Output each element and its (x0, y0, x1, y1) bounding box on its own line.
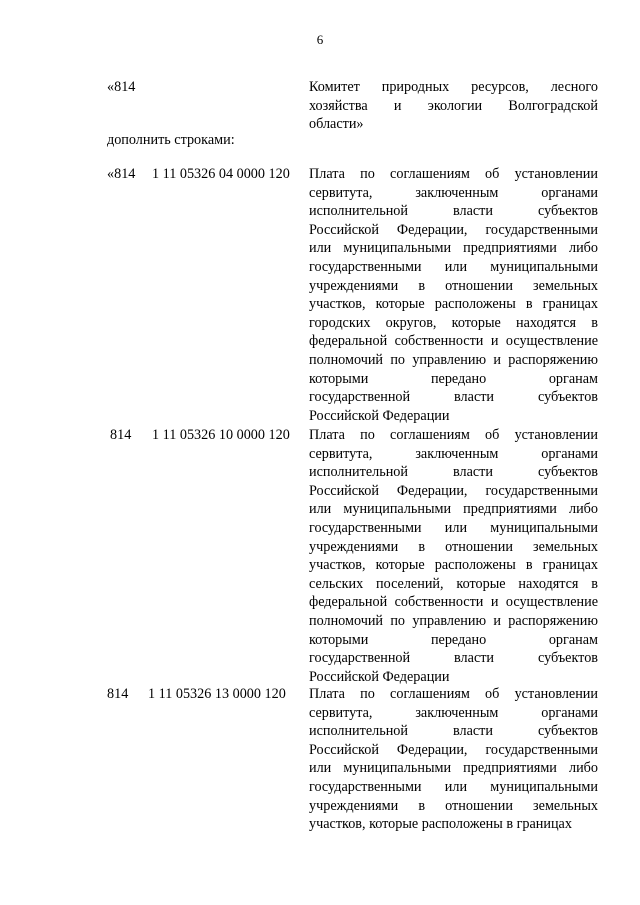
desc-line: сервитута, заключенным органами (309, 445, 598, 462)
supplement-text: дополнить строками: (107, 132, 235, 148)
desc-line: которыми передано органам (309, 631, 598, 648)
desc-line: Плата по соглашениям об установлении (309, 427, 598, 443)
row-1-admin-code: «814 (107, 166, 136, 182)
desc-line: учреждениями в отношении земельных (309, 277, 598, 294)
desc-line: участков, которые расположены в границах (309, 296, 598, 313)
desc-line: учреждениями в отношении земельных (309, 538, 598, 555)
header-admin-name (309, 78, 598, 134)
desc-line: государственной власти субъектов (309, 650, 598, 667)
desc-line: государственной власти субъектов (309, 389, 598, 406)
desc-line: федеральной собственности и осуществление (309, 333, 598, 350)
desc-line: или муниципальными предприятиями либо (309, 760, 598, 777)
desc-line: Российской Федерации, государственными (309, 221, 598, 238)
desc-line: полномочий по управлению и распоряжению (309, 612, 598, 629)
desc-line: исполнительной власти субъектов (309, 464, 598, 481)
desc-line: сельских поселений, которые находятся в (309, 575, 598, 592)
desc-line: или муниципальными предприятиями либо (309, 501, 598, 518)
desc-line: сервитута, заключенным органами (309, 704, 598, 721)
header-admin-code: «814 (107, 79, 136, 95)
desc-line: или муниципальными предприятиями либо (309, 240, 598, 257)
desc-line: области» (309, 116, 364, 133)
desc-line: исполнительной власти субъектов (309, 723, 598, 740)
desc-line: государственными или муниципальными (309, 519, 598, 536)
desc-line: городских округов, которые находятся в (309, 314, 598, 331)
desc-line: Комитет природных ресурсов, лесного (309, 79, 598, 95)
desc-line: Плата по соглашениям об установлении (309, 686, 598, 702)
desc-line: полномочий по управлению и распоряжению (309, 351, 598, 368)
row-2-admin-code: 814 (110, 427, 132, 443)
desc-line: исполнительной власти субъектов (309, 203, 598, 220)
row-1-description (309, 165, 598, 425)
desc-line: государственными или муниципальными (309, 778, 598, 795)
desc-line: сервитута, заключенным органами (309, 184, 598, 201)
desc-line: Плата по соглашениям об установлении (309, 166, 598, 182)
desc-line: хозяйства и экологии Волгоградской (309, 97, 598, 114)
row-3-admin-code: 814 (107, 686, 129, 702)
row-2-description (309, 426, 598, 686)
row-1-kbk-code: 1 11 05326 04 0000 120 (152, 166, 290, 182)
desc-line: Российской Федерации (309, 668, 450, 685)
desc-line: участков, которые расположены в границах (309, 816, 572, 833)
desc-line: учреждениями в отношении земельных (309, 797, 598, 814)
row-3-description (309, 685, 598, 834)
desc-line: участков, которые расположены в границах (309, 557, 598, 574)
desc-line: федеральной собственности и осуществление (309, 594, 598, 611)
desc-line: Российской Федерации, государственными (309, 741, 598, 758)
desc-line: которыми передано органам (309, 370, 598, 387)
desc-line: государственными или муниципальными (309, 258, 598, 275)
page-number: 6 (316, 32, 324, 47)
desc-line: Российской Федерации (309, 407, 450, 424)
desc-line: Российской Федерации, государственными (309, 482, 598, 499)
row-3-kbk-code: 1 11 05326 13 0000 120 (148, 686, 286, 702)
row-2-kbk-code: 1 11 05326 10 0000 120 (152, 427, 290, 443)
